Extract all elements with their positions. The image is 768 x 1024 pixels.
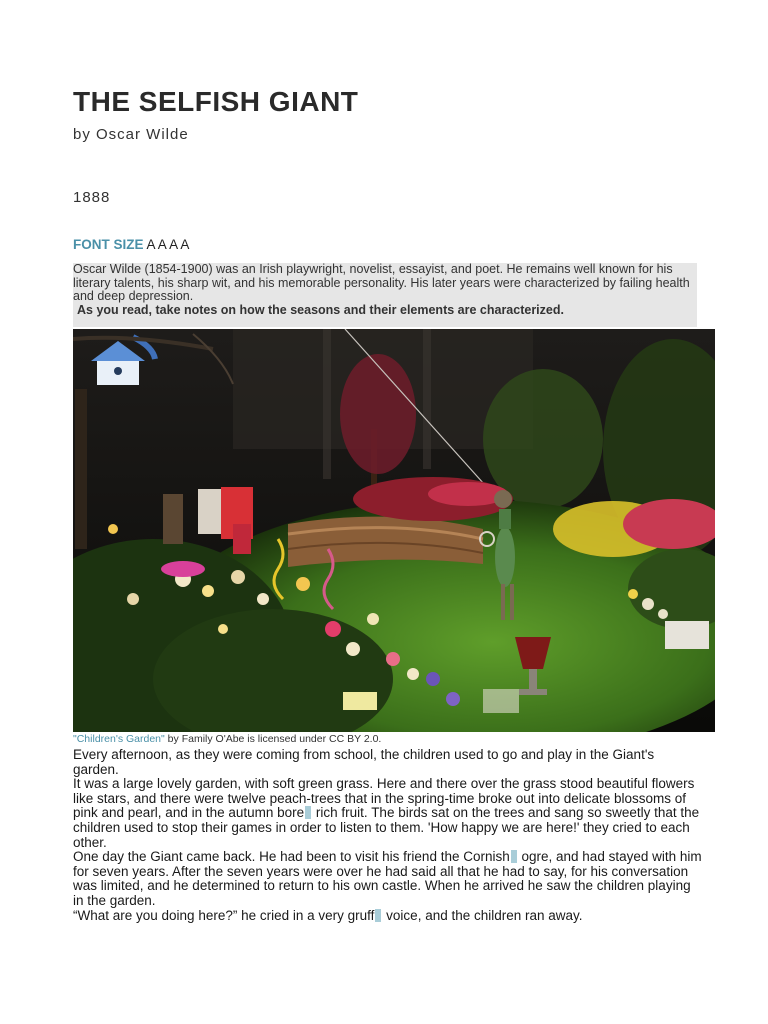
glossary-marker-icon[interactable] [305,806,311,819]
glossary-marker-icon[interactable] [375,909,381,922]
garden-photo [73,329,715,732]
glossary-marker-icon[interactable] [511,850,517,863]
font-size-option-4[interactable]: A [180,237,190,252]
story-paragraph-2 [73,777,703,850]
reading-instruction: As you read, take notes on how the seasons and their elements are characterized. [77,302,564,317]
author-bio: Oscar Wilde (1854-1900) was an Irish playwright, novelist, essayist, and poet. He remains well known for his literary talents, his sharp wit, and his memorable personality. His later years were characterized by failing health and deep depression. [73,262,690,304]
story-paragraph-4-part-2: voice, and the children ran away. [382,907,583,923]
document-year: 1888 [73,189,111,206]
story-paragraph-3-part-2: ogre, and had stayed with him for seven years. After the seven years were over he had said all that he had to say, for his conversation was limited, and he determined to return to his own castle. When he arrived he saw the children playing in the garden. [73,849,702,908]
caption-link[interactable]: "Children's Garden" [73,733,165,745]
story-paragraph-3 [73,850,703,908]
font-size-option-3[interactable]: A [169,237,178,252]
story-paragraph-4-part-1: “What are you doing here?” he cried in a very gruff [73,907,375,923]
story-paragraph-4 [73,909,703,924]
document-author: by Oscar Wilde [73,126,189,143]
image-caption [73,733,381,745]
font-size-option-2[interactable]: A [157,237,167,252]
story-paragraph-1: Every afternoon, as they were coming from school, the children used to go and play in the Giant's garden. [73,747,655,777]
story-text [73,748,703,923]
font-size-control [73,237,189,252]
intro-box [73,263,697,327]
story-paragraph-3-part-1: One day the Giant came back. He had been to visit his friend the Cornish [73,849,510,865]
garden-photo-illustration [73,329,715,732]
caption-license: by Family O'Abe is licensed under CC BY 2.0. [164,733,382,745]
story-paragraph-2-part-1: It was a large lovely garden, with soft green grass. Here and there over the grass stood beautiful flowers like stars, and there were twelve peach-trees that in the spring-time broke out into delicate blossoms of pink and pearl, and in the autumn bore [73,776,695,821]
font-size-option-1[interactable]: A [146,237,155,252]
font-size-label: FONT SIZE [73,237,144,252]
document-title: THE SELFISH GIANT [73,86,359,117]
story-paragraph-2-part-2: rich fruit. The birds sat on the trees and sang so sweetly that the children used to stop their games in order to listen to them. 'How happy we are here!' they cried to each other. [73,805,700,850]
